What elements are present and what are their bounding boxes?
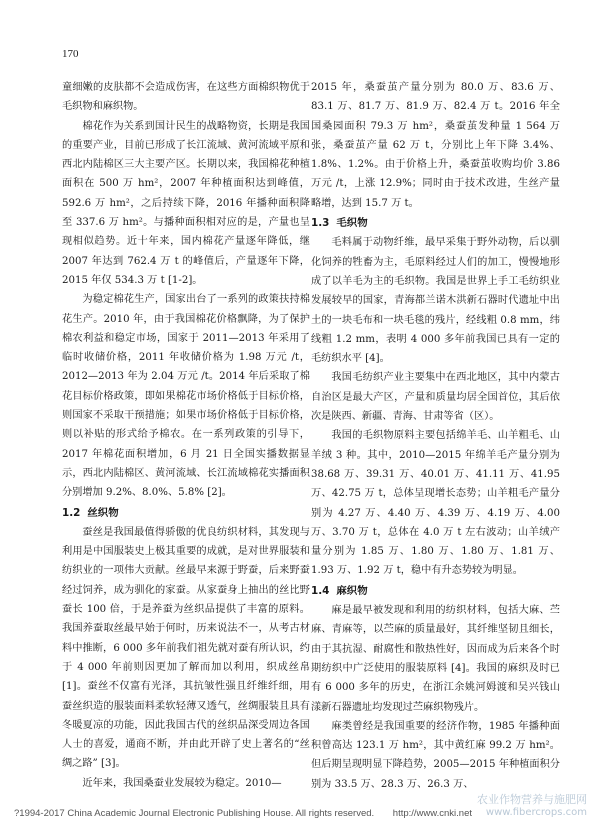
paragraph: 我国毛纺织产业主要集中在西北地区，其中内蒙古自治区是最大产区，产量和质量均居全国首位，其后依次是陕西、新疆、青海、甘肃等省（区）。 — [311, 372, 560, 423]
paragraph: 麻是最早被发现和利用的纺织材料，包括大麻、苎麻、青麻等，以苎麻的质量最好，其纤维坚韧且细长，由于其抗湿、耐腐性和散热性好，因而成为后来各个时期纺织中广泛使用的服装原料 [4]。我国的麻织及时已有 6 000 多年的历史，在浙江余姚河姆渡和吴兴钱山漾新石器遗址均发现过苎麻织物残片。 — [311, 605, 560, 713]
paragraph: 棉花作为关系到国计民生的战略物资，长期是我国的重要产业，目前已形成了长江流域、黄河流域平原和西北内陆棉区三大主要产区。长期以来，我国棉花种植面积在 500 万 hm²，2007 年种植面积达到峰值，592.6 万 hm²，之后持续下降，2016 年播种面积降至 337.6 万 hm²。与播种面积相对应的是，产量也呈现相似趋势。近十年来，国内棉花产量逐年降低，继 2007 年达到 762.4 万 t 的峰值后，产量逐年下降，2015 年仅 534.3 万 t [1-2]。 — [62, 120, 310, 286]
section-number: 1.3 — [311, 217, 330, 230]
page-number: 170 — [62, 48, 79, 60]
paragraph: 我国的毛织物原料主要包括绵羊毛、山羊粗毛、山羊绒 3 种。其中，2010—2015 年绵羊毛产量分别为 38.68 万、39.31 万、40.01 万、41.11 万、41.95 万、42.75 万 t，总体呈现增长态势；山羊粗毛产量分别为 4.27 万、4.40 万、4.39 万、4.19 万、4.00 万、3.70 万 t，总体在 4.0 万 t 左右波动；山羊绒产量分别为 1.85 万、1.80 万、1.80 万、1.81 万、1.93 万、1.92 万 t，稳中有升态势较为明显。 — [311, 430, 560, 577]
footer-url[interactable]: http://www.cnki.net — [392, 808, 472, 819]
paragraph: 麻类曾经是我国重要的经济作物，1985 年播种面积曾高达 123.1 万 hm²，其中黄红麻 99.2 万 hm²。但后期呈现明显下降趋势，2005—2015 年种植面积分别为 33.5 万、28.3 万、26.3 万、 — [311, 720, 560, 790]
right-column — [311, 78, 560, 794]
section-heading — [311, 582, 560, 601]
section-title: 麻织物 — [336, 584, 368, 597]
paragraph: 2015 年，桑蚕茧产量分别为 80.0 万、83.6 万、83.1 万、81.7 万、81.9 万、82.4 万 t。2016 年全国桑园面积 79.3 万 hm²，桑蚕茧发种量 1 564 万张，桑蚕茧产量 62 万 t，分别比上年下降 3.4%、1.8%、1.2%。由于价格上升，桑蚕茧收购均价 3.86 万元 /t，上涨 12.9%；同时由于技术改进，生丝产量略增，达到 15.7 万 t。 — [311, 82, 560, 209]
section-number: 1.2 — [62, 506, 81, 519]
section-title: 毛织物 — [336, 217, 368, 230]
paragraph: 童细嫩的皮肤都不会造成伤害，在这些方面棉织物优于毛织物和麻织物。 — [62, 82, 310, 113]
footer — [14, 808, 472, 819]
watermark-text: 农业作物营养与施肥网 — [477, 793, 587, 806]
section-heading — [311, 214, 560, 233]
watermark — [477, 793, 587, 819]
footer-copyright: ?1994-2017 China Academic Journal Electronic Publishing House. All rights reserved. — [14, 808, 375, 819]
paragraph: 近年来，我国桑蚕业发展较为稳定。2010— — [82, 777, 282, 789]
paragraph: 毛料属于动物纤维，最早采集于野外动物，后以驯化饲养的牲畜为主，毛原料经过人们的加工，慢慢地形成了以羊毛为主的毛织物。我国是世界上手工毛纺织业发展较早的国家，青海都兰诺木洪新石器时代遗址中出土的一块毛布和一块毛毯的残片，经线粗 0.8 mm，纬线粗 1.2 mm，表明 4 000 多年前我国已具有一定的毛纺织水平 [4]。 — [311, 237, 560, 365]
paragraph: 蚕丝是我国最值得骄傲的优良纺织材料，其发现与利用是中国服装史上极其重要的成就，是对世界服装和纺织业的一项伟大贡献。丝最早来源于野蚕，后来野蚕经过饲养，成为驯化的家蚕。从家蚕身上抽出的丝比野蚕长 100 倍，于是养蚕为丝织品提供了丰富的原料。我国养蚕取丝最早始于何时，历来说法不一，从考古材料中推断，6 000 多年前我们祖先就对蚕有所认识，约于 4 000 年前则因更加了解而加以利用，织成丝帛 [1]。蚕丝不仅富有光泽，其抗皱性强且纤维纤细，用蚕丝织造的服装面料柔软轻薄又透气，丝绸服装且具有冬暖夏凉的功能，因此我国古代的丝织品深受周边各国人士的喜爱，通商不断，并由此开辟了史上著名的“丝绸之路” [3]。 — [62, 526, 310, 770]
section-number: 1.4 — [311, 584, 330, 597]
section-heading — [62, 504, 310, 523]
watermark-url: www.fibercrops.com — [485, 807, 587, 818]
paragraph: 为稳定棉花生产，国家出台了一系列的政策扶持棉花生产。2010 年，由于我国棉花价格飘降，为了保护棉农利益和稳定市场，国家于 2011—2013 年采用了临时收储价格，2011 年收储价格为 1.98 万元 /t，2012—2013 年为 2.04 万元 /t。2014 年后采取了棉花目标价格政策，即如果棉花市场价格低于目标价格，则国家不采取干预措施；如果市场价格低于目标价格，则以补贴的形式给予棉农。在一系列政策的引导下，2017 年棉花面积增加，6 月 21 日全国实播数据显示，西北内陆棉区、黄河流域、长江流域棉花实播面积分别增加 9.2%、8.0%、5.8% [2]。 — [62, 294, 310, 499]
left-column — [62, 78, 310, 793]
section-title: 丝织物 — [87, 506, 119, 519]
